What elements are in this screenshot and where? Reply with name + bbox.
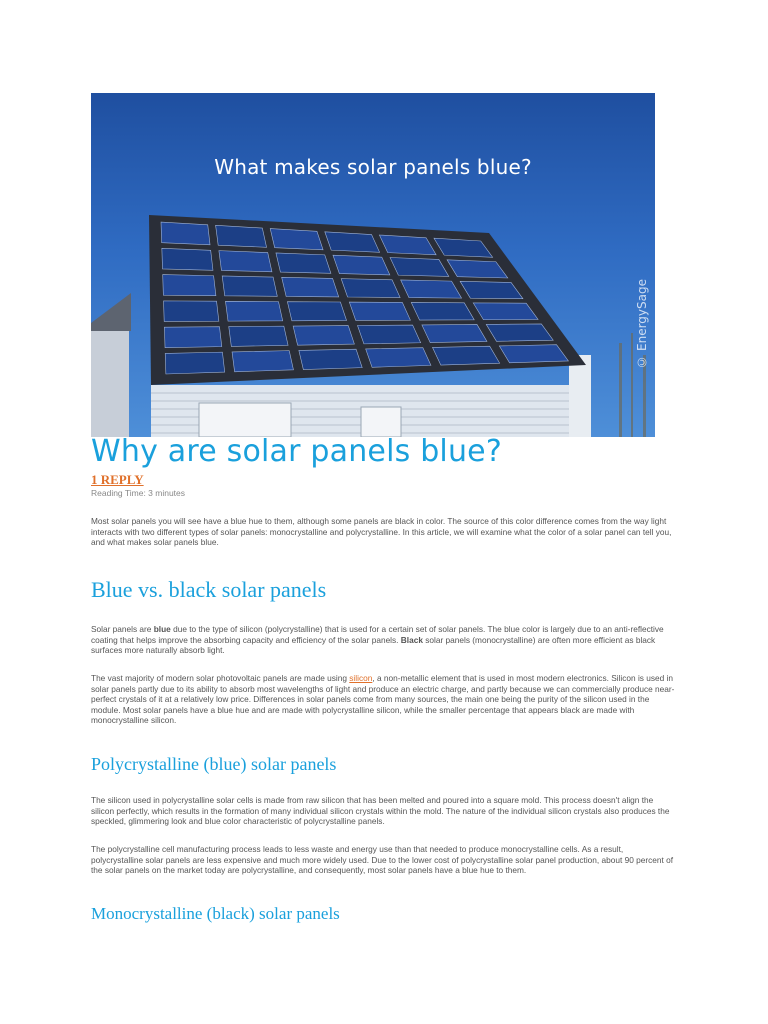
emphasis-blue: blue xyxy=(153,624,171,634)
polycrystalline-paragraph-2: The polycrystalline cell manufacturing process leads to less waste and energy use than that needed to produce monocrystalline cells. As a result, polycrystalline solar panels are less expensive and much more widely used. Due to the lower cost of polycrystalline solar panel production, about 90 percent of the solar panels on the market today are polycrystalline, and consequently, most solar panels have a blue hue to them. xyxy=(91,844,674,875)
solar-panel xyxy=(164,327,221,348)
solar-panel xyxy=(432,346,499,365)
solar-panel xyxy=(349,302,410,320)
intro-paragraph: Most solar panels you will see have a blue hue to them, although some panels are black in color. The source of this color difference comes from the way light interacts with two different types of solar panels: monocrystalline and polycrystalline. In this article, we will examine what the color of a solar panel can tell you, and what makes solar panels blue. xyxy=(91,516,672,547)
solar-panel xyxy=(270,229,323,250)
solar-panel xyxy=(325,232,380,253)
solar-panel xyxy=(401,280,462,298)
solar-panel xyxy=(219,251,272,272)
solar-panel xyxy=(293,326,354,346)
solar-panel xyxy=(287,302,346,321)
emphasis-black: Black xyxy=(400,634,423,645)
solar-panel xyxy=(366,348,431,368)
section-heading-monocrystalline: Monocrystalline (black) solar panels xyxy=(91,904,340,923)
hero-credit: © EnergySage xyxy=(635,279,649,369)
solar-panel xyxy=(411,302,474,320)
reading-time: Reading Time: 3 minutes xyxy=(91,488,186,498)
text-run: due to the type of silicon (polycrystalline) that is used for a certain set of solar panels. The blue color is largely due to an anti-reflective coating that helps improve the absorbing capacity and efficiency of the solar panels. xyxy=(91,624,664,645)
text-run: solar panels (monocrystalline) are often more efficient as black surfaces more naturally absorb light. xyxy=(91,634,656,655)
solar-panel xyxy=(422,324,487,342)
solar-panel xyxy=(357,325,420,344)
hero-image xyxy=(91,93,655,437)
solar-panel xyxy=(216,225,267,247)
page-title: Why are solar panels blue? xyxy=(91,434,502,469)
reply-link[interactable]: 1 REPLY xyxy=(91,472,144,487)
solar-panel xyxy=(165,352,224,374)
text-run: , a non-metallic element that is used in most modern electronics. Silicon is used in solar panels partly due to its ability to absorb most wavelengths of light and produce an electric charge, and partly because we can commercially produce near-perfect crystals of it at a relatively low price. Differences in solar panels come from many sources, the main one being the purity of the silicon used in the module. Most solar panels have a blue hue and are made with polycrystalline silicon, while the smaller percentage that appears black are made with monocrystalline silicon. xyxy=(91,673,675,725)
silicon-link[interactable]: silicon xyxy=(349,673,373,683)
solar-panel xyxy=(486,324,553,341)
blue-vs-black-paragraph-1 xyxy=(91,624,677,656)
solar-panel xyxy=(161,222,210,245)
solar-panel xyxy=(164,301,219,322)
solar-house-illustration xyxy=(91,93,655,437)
solar-panel xyxy=(163,275,216,296)
solar-panel xyxy=(225,301,282,321)
solar-panel xyxy=(499,345,568,363)
solar-panel xyxy=(282,277,339,297)
solar-panel xyxy=(222,276,277,296)
polycrystalline-paragraph-1: The silicon used in polycrystalline solar cells is made from raw silicon that has been melted and poured into a square mold. This process doesn't align the silicon perfectly, which results in the formation of many individual silicon crystals within the mold. The nature of the individual silicon crystals also produces the speckled, glimmering look and blue color characteristic of polycrystalline panels. xyxy=(91,795,670,826)
text-run: Solar panels are xyxy=(91,624,154,634)
solar-panel xyxy=(299,349,362,369)
hero-caption: What makes solar panels blue? xyxy=(214,155,532,179)
solar-panel xyxy=(162,248,213,270)
blue-vs-black-paragraph-2 xyxy=(91,673,677,726)
solar-panel xyxy=(232,351,293,372)
solar-panel xyxy=(341,279,400,298)
solar-panel xyxy=(229,326,288,346)
section-heading-polycrystalline: Polycrystalline (blue) solar panels xyxy=(91,754,337,774)
section-heading-blue-vs-black: Blue vs. black solar panels xyxy=(91,577,327,602)
text-run: The vast majority of modern solar photovoltaic panels are made using xyxy=(91,673,350,683)
solar-panel xyxy=(276,253,331,273)
solar-panel xyxy=(333,255,390,275)
